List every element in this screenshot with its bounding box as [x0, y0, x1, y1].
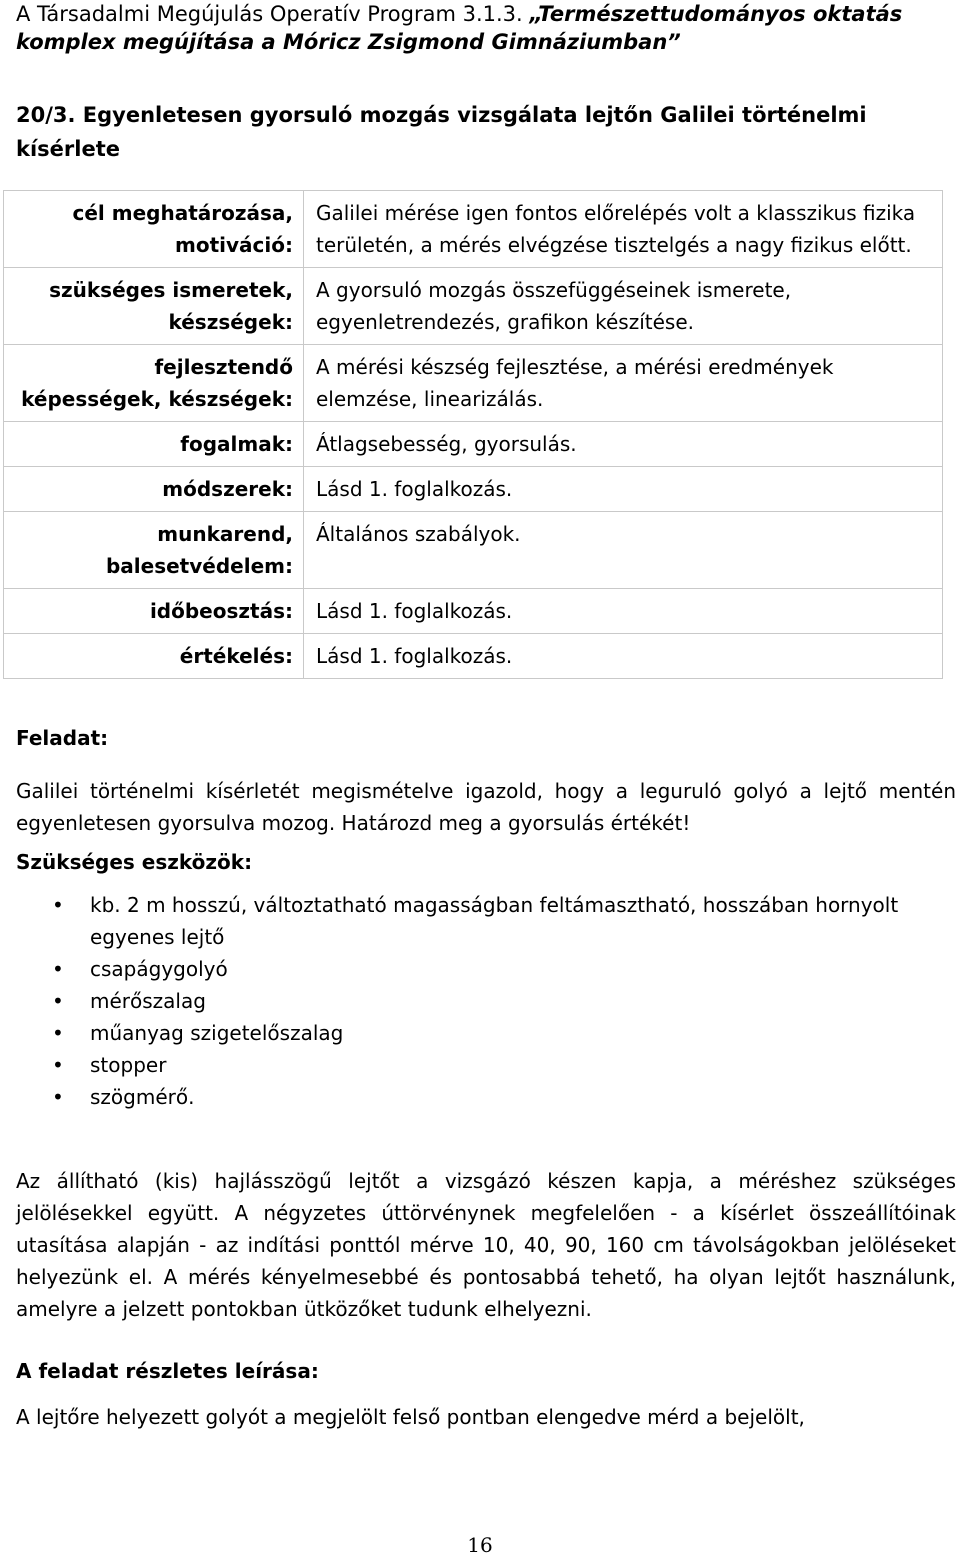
info-row-safety [4, 512, 943, 589]
document-header [16, 0, 956, 56]
page-number: 16 [467, 1533, 493, 1557]
project-name: „Természettudományos oktatás komplex megújítása a Móricz Zsigmond Gimnáziumban” [16, 2, 903, 54]
info-value: A gyorsuló mozgás összefüggéseinek ismerete, egyenletrendezés, grafikon készítése. [304, 268, 943, 345]
task-heading: Feladat: [16, 726, 109, 750]
bullet-icon: • [52, 1085, 64, 1109]
description-heading: A feladat részletes leírása: [16, 1359, 319, 1383]
list-item [16, 1017, 910, 1049]
list-item-text: szögmérő. [90, 1085, 195, 1109]
bullet-icon: • [52, 1021, 64, 1045]
info-label: munkarend, balesetvédelem: [4, 512, 304, 589]
info-row-schedule [4, 589, 943, 634]
section-title: 20/3. Egyenletesen gyorsuló mozgás vizsgálata lejtőn Galilei történelmi kísérlete [16, 103, 867, 161]
info-value: A mérési készség fejlesztése, a mérési eredmények elemzése, linearizálás. [304, 345, 943, 422]
info-label: értékelés: [4, 634, 304, 679]
description-text: A lejtőre helyezett golyót a megjelölt felső pontban elengedve mérd a bejelölt, [16, 1405, 805, 1429]
info-label: időbeosztás: [4, 589, 304, 634]
info-value: Általános szabályok. [304, 512, 943, 589]
equipment-list [16, 889, 956, 1113]
bullet-icon: • [52, 957, 64, 981]
list-item-text: mérőszalag [90, 989, 206, 1013]
list-item [16, 1081, 910, 1113]
bullet-icon: • [52, 1053, 64, 1077]
info-row-methods [4, 467, 943, 512]
info-value: Galilei mérése igen fontos előrelépés volt a klasszikus fizika területén, a mérés elvégzése tisztelgés a nagy fizikus előtt. [304, 191, 943, 268]
info-value: Lásd 1. foglalkozás. [304, 467, 943, 512]
task-text: Galilei történelmi kísérletét megismételve igazold, hogy a leguruló golyó a lejtő mentén egyenletesen gyorsulva mozog. Határozd meg a gyorsulás értékét! [16, 779, 956, 835]
list-item [16, 889, 910, 953]
bullet-icon: • [52, 893, 64, 917]
info-table [3, 190, 943, 679]
equipment-heading: Szükséges eszközök: [16, 850, 253, 874]
info-label: cél meghatározása, motiváció: [4, 191, 304, 268]
list-item [16, 1049, 910, 1081]
list-item-text: csapágygolyó [90, 957, 228, 981]
list-item-text: kb. 2 m hosszú, változtatható magasságban feltámasztható, hosszában hornyolt egyenes lejtő [90, 893, 899, 949]
info-label: szükséges ismeretek, készségek: [4, 268, 304, 345]
info-label: módszerek: [4, 467, 304, 512]
info-value: Átlagsebesség, gyorsulás. [304, 422, 943, 467]
info-row-prerequisites [4, 268, 943, 345]
list-item-text: műanyag szigetelőszalag [90, 1021, 344, 1045]
setup-paragraph: Az állítható (kis) hajlásszögű lejtőt a vizsgázó készen kapja, a méréshez szükséges jelölésekkel együtt. A négyzetes úttörvénynek megfelelően - a kísérlet összeállítóinak utasítása alapján - az indítási ponttól mérve 10, 40, 90, 160 cm távolságokban jelöléseket helyezünk el. A mérés kényelmesebbé és pontosabbá tehető, ha olyan lejtőt használunk, amelyre a jelzett pontokban ütközőket tudunk elhelyezni. [16, 1169, 956, 1321]
info-row-skills [4, 345, 943, 422]
info-value: Lásd 1. foglalkozás. [304, 634, 943, 679]
info-label: fejlesztendő képességek, készségek: [4, 345, 304, 422]
info-row-goal [4, 191, 943, 268]
info-row-concepts [4, 422, 943, 467]
list-item [16, 953, 910, 985]
info-row-evaluation [4, 634, 943, 679]
info-label: fogalmak: [4, 422, 304, 467]
program-name: A Társadalmi Megújulás Operatív Program 3.1.3. [16, 2, 523, 26]
info-value: Lásd 1. foglalkozás. [304, 589, 943, 634]
list-item [16, 985, 910, 1017]
document-page [16, 0, 956, 1433]
bullet-icon: • [52, 989, 64, 1013]
list-item-text: stopper [90, 1053, 167, 1077]
